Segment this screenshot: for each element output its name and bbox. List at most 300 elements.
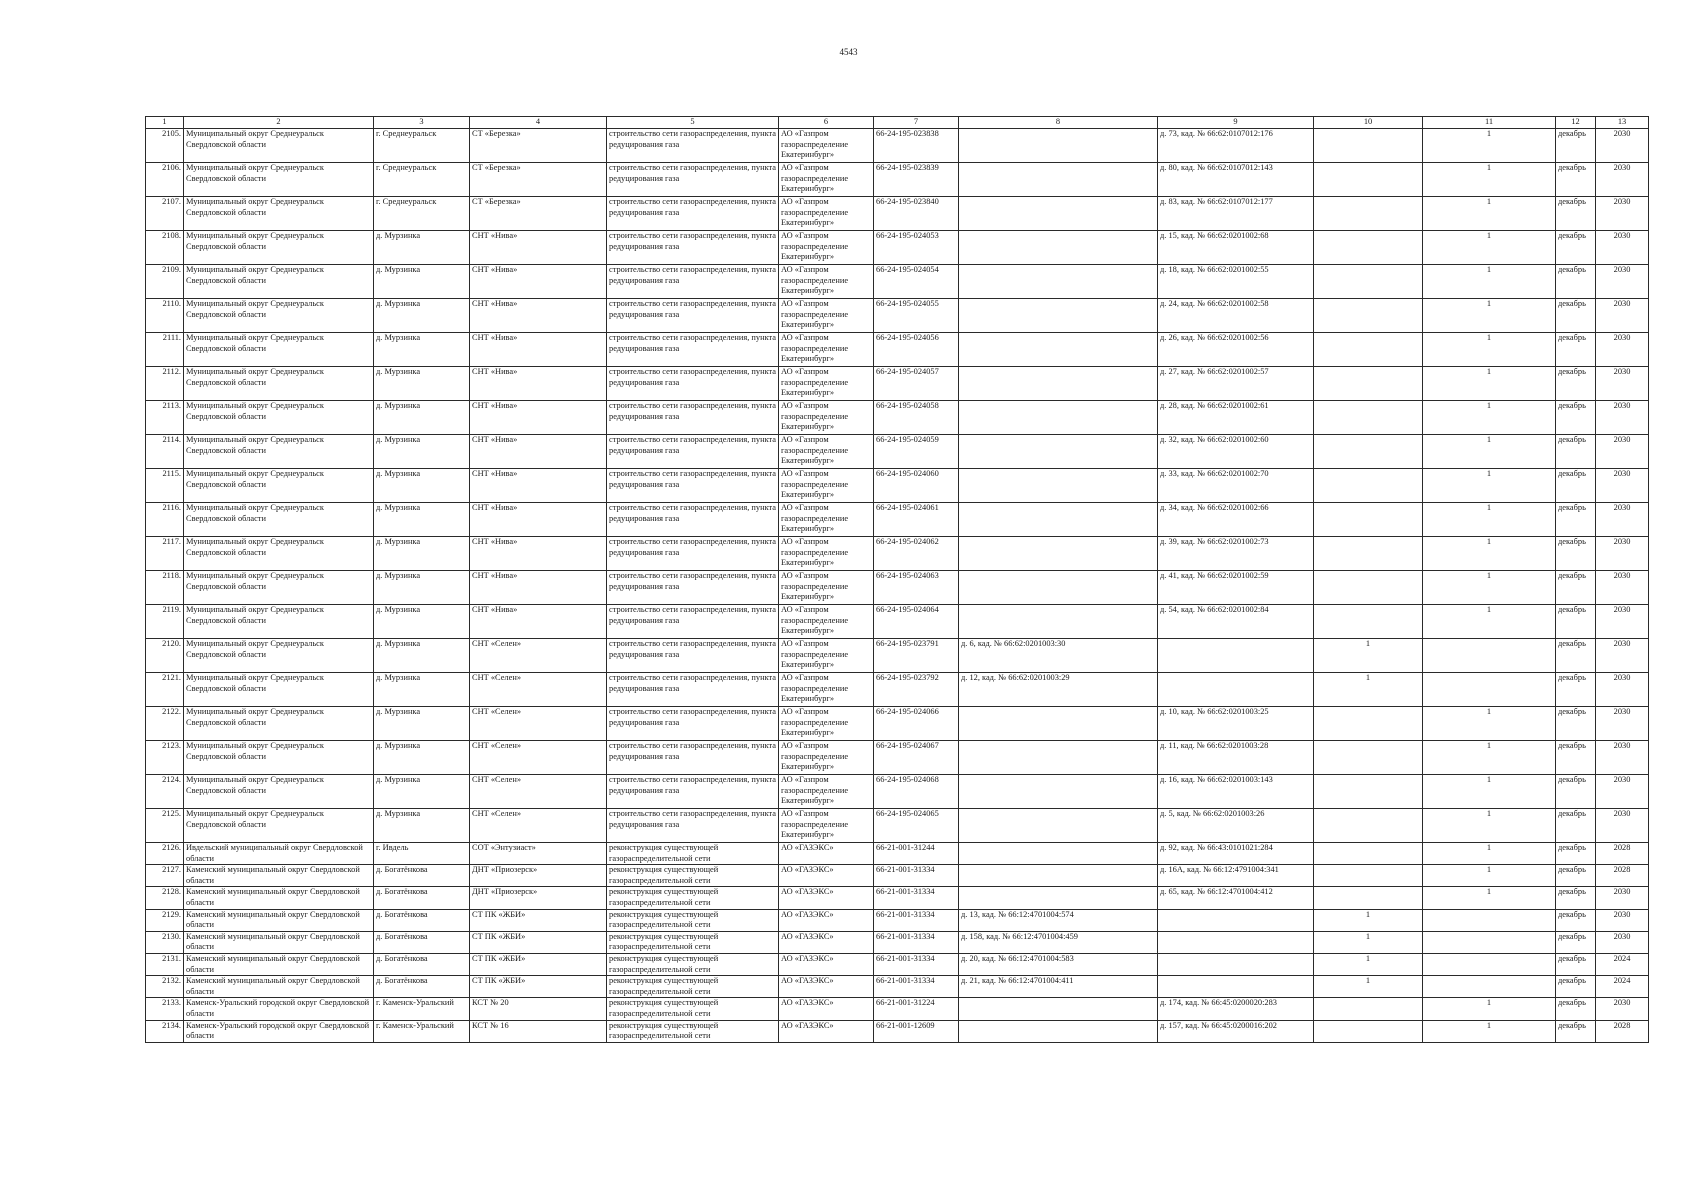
code-cell: 66-24-195-024054 — [874, 265, 959, 299]
count-col11-cell: 1 — [1423, 865, 1556, 887]
row-number: 2114. — [146, 435, 184, 469]
row-number: 2106. — [146, 163, 184, 197]
work-type-cell: строительство сети газораспределения, пункта редуцирования газа — [607, 265, 779, 299]
municipality-cell: Муниципальный округ Среднеуральск Свердловской области — [184, 503, 374, 537]
month-cell: декабрь — [1556, 163, 1596, 197]
count-col11-cell: 1 — [1423, 265, 1556, 299]
count-col10-cell — [1314, 231, 1423, 265]
address-col9-cell: д. 34, кад. № 66:62:0201002:66 — [1158, 503, 1314, 537]
municipality-cell: Муниципальный округ Среднеуральск Свердловской области — [184, 265, 374, 299]
code-cell: 66-21-001-31334 — [874, 953, 959, 975]
locality-cell: д. Мурзинка — [374, 809, 470, 843]
count-col11-cell: 1 — [1423, 503, 1556, 537]
count-col10-cell — [1314, 571, 1423, 605]
object-cell: СНТ «Селен» — [470, 707, 607, 741]
col-header-9: 9 — [1158, 117, 1314, 129]
locality-cell: д. Богатёнкова — [374, 887, 470, 909]
count-col11-cell: 1 — [1423, 197, 1556, 231]
table-row — [146, 775, 1649, 809]
code-cell: 66-24-195-024064 — [874, 605, 959, 639]
year-cell: 2030 — [1596, 197, 1649, 231]
code-cell: 66-24-195-024053 — [874, 231, 959, 265]
year-cell: 2030 — [1596, 605, 1649, 639]
object-cell: СНТ «Нива» — [470, 333, 607, 367]
table-row — [146, 707, 1649, 741]
work-type-cell: реконструкция существующей газораспределительной сети — [607, 976, 779, 998]
address-col8-cell — [959, 707, 1158, 741]
code-cell: 66-24-195-023839 — [874, 163, 959, 197]
table-row — [146, 809, 1649, 843]
work-type-cell: строительство сети газораспределения, пункта редуцирования газа — [607, 469, 779, 503]
count-col11-cell: 1 — [1423, 299, 1556, 333]
municipality-cell: Муниципальный округ Среднеуральск Свердловской области — [184, 741, 374, 775]
row-number: 2118. — [146, 571, 184, 605]
table-row — [146, 333, 1649, 367]
organization-cell: АО «Газпром газораспределение Екатеринбург» — [779, 605, 874, 639]
address-col8-cell: д. 158, кад. № 66:12:4701004:459 — [959, 931, 1158, 953]
municipality-cell: Каменский муниципальный округ Свердловской области — [184, 887, 374, 909]
locality-cell: д. Мурзинка — [374, 299, 470, 333]
organization-cell: АО «Газпром газораспределение Екатеринбург» — [779, 809, 874, 843]
organization-cell: АО «ГАЗЭКС» — [779, 931, 874, 953]
address-col8-cell — [959, 843, 1158, 865]
address-col9-cell: д. 16А, кад. № 66:12:4791004:341 — [1158, 865, 1314, 887]
municipality-cell: Муниципальный округ Среднеуральск Свердловской области — [184, 435, 374, 469]
address-col9-cell: д. 16, кад. № 66:62:0201003:143 — [1158, 775, 1314, 809]
count-col10-cell — [1314, 197, 1423, 231]
year-cell: 2030 — [1596, 367, 1649, 401]
address-col8-cell — [959, 231, 1158, 265]
object-cell: СНТ «Нива» — [470, 571, 607, 605]
object-cell: СНТ «Селен» — [470, 741, 607, 775]
year-cell: 2030 — [1596, 639, 1649, 673]
address-col9-cell: д. 26, кад. № 66:62:0201002:56 — [1158, 333, 1314, 367]
locality-cell: д. Богатёнкова — [374, 953, 470, 975]
address-col8-cell — [959, 163, 1158, 197]
object-cell: СОТ «Энтузиаст» — [470, 843, 607, 865]
locality-cell: д. Мурзинка — [374, 571, 470, 605]
row-number: 2105. — [146, 129, 184, 163]
object-cell: СНТ «Нива» — [470, 401, 607, 435]
organization-cell: АО «Газпром газораспределение Екатеринбург» — [779, 129, 874, 163]
count-col11-cell — [1423, 639, 1556, 673]
count-col10-cell — [1314, 707, 1423, 741]
work-type-cell: строительство сети газораспределения, пункта редуцирования газа — [607, 605, 779, 639]
address-col9-cell: д. 73, кад. № 66:62:0107012:176 — [1158, 129, 1314, 163]
month-cell: декабрь — [1556, 843, 1596, 865]
month-cell: декабрь — [1556, 469, 1596, 503]
count-col11-cell — [1423, 931, 1556, 953]
object-cell: СНТ «Селен» — [470, 639, 607, 673]
locality-cell: г. Ивдель — [374, 843, 470, 865]
month-cell: декабрь — [1556, 503, 1596, 537]
organization-cell: АО «Газпром газораспределение Екатеринбург» — [779, 537, 874, 571]
address-col8-cell — [959, 741, 1158, 775]
code-cell: 66-24-195-023792 — [874, 673, 959, 707]
table-row — [146, 605, 1649, 639]
row-number: 2127. — [146, 865, 184, 887]
month-cell: декабрь — [1556, 998, 1596, 1020]
address-col9-cell — [1158, 953, 1314, 975]
count-col10-cell: 1 — [1314, 953, 1423, 975]
row-number: 2121. — [146, 673, 184, 707]
locality-cell: д. Мурзинка — [374, 265, 470, 299]
address-col9-cell: д. 15, кад. № 66:62:0201002:68 — [1158, 231, 1314, 265]
year-cell: 2028 — [1596, 865, 1649, 887]
address-col9-cell: д. 11, кад. № 66:62:0201003:28 — [1158, 741, 1314, 775]
locality-cell: г. Каменск-Уральский — [374, 1020, 470, 1042]
code-cell: 66-21-001-31224 — [874, 998, 959, 1020]
code-cell: 66-24-195-024061 — [874, 503, 959, 537]
year-cell: 2030 — [1596, 887, 1649, 909]
month-cell: декабрь — [1556, 197, 1596, 231]
count-col11-cell: 1 — [1423, 809, 1556, 843]
count-col10-cell — [1314, 435, 1423, 469]
count-col11-cell: 1 — [1423, 605, 1556, 639]
count-col10-cell — [1314, 865, 1423, 887]
table-row — [146, 299, 1649, 333]
address-col8-cell: д. 21, кад. № 66:12:4701004:411 — [959, 976, 1158, 998]
work-type-cell: строительство сети газораспределения, пункта редуцирования газа — [607, 639, 779, 673]
organization-cell: АО «Газпром газораспределение Екатеринбург» — [779, 367, 874, 401]
address-col8-cell — [959, 197, 1158, 231]
month-cell: декабрь — [1556, 976, 1596, 998]
table-row — [146, 673, 1649, 707]
month-cell: декабрь — [1556, 605, 1596, 639]
code-cell: 66-21-001-31334 — [874, 887, 959, 909]
object-cell: СНТ «Нива» — [470, 469, 607, 503]
address-col8-cell — [959, 265, 1158, 299]
work-type-cell: реконструкция существующей газораспределительной сети — [607, 1020, 779, 1042]
col-header-6: 6 — [779, 117, 874, 129]
count-col10-cell — [1314, 998, 1423, 1020]
code-cell: 66-24-195-023840 — [874, 197, 959, 231]
address-col8-cell — [959, 998, 1158, 1020]
address-col8-cell — [959, 809, 1158, 843]
row-number: 2125. — [146, 809, 184, 843]
work-type-cell: реконструкция существующей газораспределительной сети — [607, 909, 779, 931]
count-col11-cell: 1 — [1423, 775, 1556, 809]
address-col9-cell: д. 174, кад. № 66:45:0200020:283 — [1158, 998, 1314, 1020]
organization-cell: АО «Газпром газораспределение Екатеринбург» — [779, 163, 874, 197]
object-cell: СТ ПК «ЖБИ» — [470, 953, 607, 975]
year-cell: 2030 — [1596, 775, 1649, 809]
address-col8-cell — [959, 865, 1158, 887]
municipality-cell: Муниципальный округ Среднеуральск Свердловской области — [184, 197, 374, 231]
table-row — [146, 976, 1649, 998]
count-col10-cell — [1314, 129, 1423, 163]
count-col10-cell: 1 — [1314, 931, 1423, 953]
municipality-cell: Каменский муниципальный округ Свердловской области — [184, 865, 374, 887]
count-col10-cell — [1314, 775, 1423, 809]
code-cell: 66-21-001-31334 — [874, 931, 959, 953]
locality-cell: г. Каменск-Уральский — [374, 998, 470, 1020]
work-type-cell: строительство сети газораспределения, пункта редуцирования газа — [607, 401, 779, 435]
object-cell: СНТ «Селен» — [470, 809, 607, 843]
work-type-cell: реконструкция существующей газораспределительной сети — [607, 953, 779, 975]
col-header-1: 1 — [146, 117, 184, 129]
work-type-cell: строительство сети газораспределения, пункта редуцирования газа — [607, 707, 779, 741]
table-row — [146, 163, 1649, 197]
address-col8-cell — [959, 129, 1158, 163]
month-cell: декабрь — [1556, 537, 1596, 571]
row-number: 2124. — [146, 775, 184, 809]
organization-cell: АО «ГАЗЭКС» — [779, 1020, 874, 1042]
work-type-cell: строительство сети газораспределения, пункта редуцирования газа — [607, 673, 779, 707]
count-col10-cell: 1 — [1314, 673, 1423, 707]
object-cell: СТ «Березка» — [470, 197, 607, 231]
month-cell: декабрь — [1556, 333, 1596, 367]
organization-cell: АО «Газпром газораспределение Екатеринбург» — [779, 775, 874, 809]
address-col9-cell: д. 5, кад. № 66:62:0201003:26 — [1158, 809, 1314, 843]
count-col10-cell — [1314, 163, 1423, 197]
code-cell: 66-24-195-024056 — [874, 333, 959, 367]
address-col8-cell — [959, 469, 1158, 503]
address-col9-cell: д. 92, кад. № 66:43:0101021:284 — [1158, 843, 1314, 865]
work-type-cell: строительство сети газораспределения, пункта редуцирования газа — [607, 197, 779, 231]
work-type-cell: строительство сети газораспределения, пункта редуцирования газа — [607, 231, 779, 265]
address-col9-cell: д. 41, кад. № 66:62:0201002:59 — [1158, 571, 1314, 605]
count-col10-cell — [1314, 401, 1423, 435]
count-col10-cell — [1314, 809, 1423, 843]
month-cell: декабрь — [1556, 887, 1596, 909]
locality-cell: д. Мурзинка — [374, 333, 470, 367]
municipality-cell: Муниципальный округ Среднеуральск Свердловской области — [184, 333, 374, 367]
locality-cell: д. Богатёнкова — [374, 909, 470, 931]
count-col10-cell: 1 — [1314, 639, 1423, 673]
organization-cell: АО «ГАЗЭКС» — [779, 953, 874, 975]
month-cell: декабрь — [1556, 639, 1596, 673]
row-number: 2130. — [146, 931, 184, 953]
address-col8-cell — [959, 605, 1158, 639]
municipality-cell: Муниципальный округ Среднеуральск Свердловской области — [184, 809, 374, 843]
address-col9-cell: д. 32, кад. № 66:62:0201002:60 — [1158, 435, 1314, 469]
object-cell: ДНТ «Приозерск» — [470, 865, 607, 887]
count-col10-cell — [1314, 537, 1423, 571]
month-cell: декабрь — [1556, 571, 1596, 605]
month-cell: декабрь — [1556, 909, 1596, 931]
work-type-cell: реконструкция существующей газораспределительной сети — [607, 865, 779, 887]
locality-cell: д. Богатёнкова — [374, 931, 470, 953]
count-col11-cell — [1423, 673, 1556, 707]
work-type-cell: реконструкция существующей газораспределительной сети — [607, 843, 779, 865]
organization-cell: АО «Газпром газораспределение Екатеринбург» — [779, 265, 874, 299]
address-col8-cell: д. 12, кад. № 66:62:0201003:29 — [959, 673, 1158, 707]
address-col9-cell: д. 65, кад. № 66:12:4701004:412 — [1158, 887, 1314, 909]
count-col11-cell: 1 — [1423, 887, 1556, 909]
work-type-cell: строительство сети газораспределения, пункта редуцирования газа — [607, 775, 779, 809]
data-table — [145, 116, 1649, 1043]
locality-cell: д. Мурзинка — [374, 707, 470, 741]
table-row — [146, 401, 1649, 435]
col-header-3: 3 — [374, 117, 470, 129]
row-number: 2132. — [146, 976, 184, 998]
count-col11-cell: 1 — [1423, 401, 1556, 435]
address-col8-cell — [959, 435, 1158, 469]
column-number-row — [146, 117, 1649, 129]
organization-cell: АО «Газпром газораспределение Екатеринбург» — [779, 741, 874, 775]
locality-cell: д. Мурзинка — [374, 673, 470, 707]
table-row — [146, 571, 1649, 605]
address-col8-cell — [959, 537, 1158, 571]
month-cell: декабрь — [1556, 265, 1596, 299]
year-cell: 2030 — [1596, 707, 1649, 741]
address-col9-cell — [1158, 909, 1314, 931]
address-col9-cell: д. 157, кад. № 66:45:0200016:202 — [1158, 1020, 1314, 1042]
year-cell: 2030 — [1596, 469, 1649, 503]
work-type-cell: реконструкция существующей газораспределительной сети — [607, 931, 779, 953]
table-row — [146, 537, 1649, 571]
code-cell: 66-24-195-024059 — [874, 435, 959, 469]
count-col10-cell — [1314, 367, 1423, 401]
municipality-cell: Каменский муниципальный округ Свердловской области — [184, 931, 374, 953]
col-header-4: 4 — [470, 117, 607, 129]
year-cell: 2030 — [1596, 571, 1649, 605]
work-type-cell: строительство сети газораспределения, пункта редуцирования газа — [607, 571, 779, 605]
count-col11-cell: 1 — [1423, 707, 1556, 741]
col-header-8: 8 — [959, 117, 1158, 129]
organization-cell: АО «ГАЗЭКС» — [779, 976, 874, 998]
locality-cell: д. Мурзинка — [374, 401, 470, 435]
table-row — [146, 231, 1649, 265]
year-cell: 2030 — [1596, 435, 1649, 469]
municipality-cell: Муниципальный округ Среднеуральск Свердловской области — [184, 401, 374, 435]
work-type-cell: строительство сети газораспределения, пункта редуцирования газа — [607, 367, 779, 401]
year-cell: 2030 — [1596, 537, 1649, 571]
organization-cell: АО «ГАЗЭКС» — [779, 843, 874, 865]
table-row — [146, 741, 1649, 775]
municipality-cell: Муниципальный округ Среднеуральск Свердловской области — [184, 537, 374, 571]
code-cell: 66-24-195-024066 — [874, 707, 959, 741]
count-col10-cell — [1314, 887, 1423, 909]
month-cell: декабрь — [1556, 865, 1596, 887]
object-cell: СТ «Березка» — [470, 129, 607, 163]
organization-cell: АО «Газпром газораспределение Екатеринбург» — [779, 639, 874, 673]
month-cell: декабрь — [1556, 299, 1596, 333]
municipality-cell: Каменский муниципальный округ Свердловской области — [184, 953, 374, 975]
municipality-cell: Муниципальный округ Среднеуральск Свердловской области — [184, 673, 374, 707]
row-number: 2133. — [146, 998, 184, 1020]
municipality-cell: Муниципальный округ Среднеуральск Свердловской области — [184, 299, 374, 333]
code-cell: 66-24-195-024058 — [874, 401, 959, 435]
code-cell: 66-21-001-12609 — [874, 1020, 959, 1042]
count-col10-cell: 1 — [1314, 909, 1423, 931]
year-cell: 2030 — [1596, 299, 1649, 333]
address-col8-cell — [959, 401, 1158, 435]
municipality-cell: Муниципальный округ Среднеуральск Свердловской области — [184, 775, 374, 809]
work-type-cell: строительство сети газораспределения, пункта редуцирования газа — [607, 741, 779, 775]
row-number: 2128. — [146, 887, 184, 909]
count-col11-cell: 1 — [1423, 231, 1556, 265]
count-col11-cell: 1 — [1423, 571, 1556, 605]
code-cell: 66-21-001-31334 — [874, 909, 959, 931]
month-cell: декабрь — [1556, 741, 1596, 775]
year-cell: 2030 — [1596, 931, 1649, 953]
count-col10-cell — [1314, 333, 1423, 367]
year-cell: 2028 — [1596, 843, 1649, 865]
code-cell: 66-21-001-31244 — [874, 843, 959, 865]
address-col9-cell: д. 54, кад. № 66:62:0201002:84 — [1158, 605, 1314, 639]
col-header-5: 5 — [607, 117, 779, 129]
col-header-11: 11 — [1423, 117, 1556, 129]
count-col11-cell: 1 — [1423, 843, 1556, 865]
address-col8-cell: д. 6, кад. № 66:62:0201003:30 — [959, 639, 1158, 673]
object-cell: СНТ «Нива» — [470, 367, 607, 401]
code-cell: 66-24-195-023838 — [874, 129, 959, 163]
count-col11-cell: 1 — [1423, 537, 1556, 571]
year-cell: 2030 — [1596, 163, 1649, 197]
month-cell: декабрь — [1556, 1020, 1596, 1042]
object-cell: СТ ПК «ЖБИ» — [470, 976, 607, 998]
count-col10-cell — [1314, 605, 1423, 639]
month-cell: декабрь — [1556, 367, 1596, 401]
locality-cell: д. Мурзинка — [374, 503, 470, 537]
locality-cell: д. Богатёнкова — [374, 976, 470, 998]
municipality-cell: Каменск-Уральский городской округ Свердловской области — [184, 1020, 374, 1042]
col-header-2: 2 — [184, 117, 374, 129]
address-col9-cell — [1158, 931, 1314, 953]
row-number: 2107. — [146, 197, 184, 231]
object-cell: СТ ПК «ЖБИ» — [470, 909, 607, 931]
municipality-cell: Муниципальный округ Среднеуральск Свердловской области — [184, 605, 374, 639]
object-cell: КСТ № 20 — [470, 998, 607, 1020]
count-col11-cell: 1 — [1423, 998, 1556, 1020]
address-col8-cell — [959, 775, 1158, 809]
object-cell: СНТ «Селен» — [470, 775, 607, 809]
object-cell: СНТ «Нива» — [470, 537, 607, 571]
municipality-cell: Каменский муниципальный округ Свердловской области — [184, 909, 374, 931]
month-cell: декабрь — [1556, 707, 1596, 741]
year-cell: 2030 — [1596, 909, 1649, 931]
year-cell: 2030 — [1596, 998, 1649, 1020]
count-col11-cell: 1 — [1423, 1020, 1556, 1042]
address-col8-cell — [959, 333, 1158, 367]
row-number: 2117. — [146, 537, 184, 571]
object-cell: СНТ «Селен» — [470, 673, 607, 707]
code-cell: 66-21-001-31334 — [874, 976, 959, 998]
object-cell: СНТ «Нива» — [470, 435, 607, 469]
address-col8-cell: д. 20, кад. № 66:12:4701004:583 — [959, 953, 1158, 975]
work-type-cell: реконструкция существующей газораспределительной сети — [607, 998, 779, 1020]
address-col8-cell — [959, 887, 1158, 909]
row-number: 2120. — [146, 639, 184, 673]
row-number: 2123. — [146, 741, 184, 775]
work-type-cell: строительство сети газораспределения, пункта редуцирования газа — [607, 129, 779, 163]
count-col11-cell — [1423, 953, 1556, 975]
month-cell: декабрь — [1556, 129, 1596, 163]
organization-cell: АО «ГАЗЭКС» — [779, 887, 874, 909]
table-row — [146, 909, 1649, 931]
address-col9-cell — [1158, 639, 1314, 673]
work-type-cell: строительство сети газораспределения, пункта редуцирования газа — [607, 809, 779, 843]
table-row — [146, 503, 1649, 537]
row-number: 2113. — [146, 401, 184, 435]
locality-cell: д. Богатёнкова — [374, 865, 470, 887]
month-cell: декабрь — [1556, 953, 1596, 975]
address-col9-cell: д. 39, кад. № 66:62:0201002:73 — [1158, 537, 1314, 571]
month-cell: декабрь — [1556, 931, 1596, 953]
count-col10-cell — [1314, 503, 1423, 537]
address-col9-cell: д. 27, кад. № 66:62:0201002:57 — [1158, 367, 1314, 401]
count-col11-cell: 1 — [1423, 741, 1556, 775]
organization-cell: АО «Газпром газораспределение Екатеринбург» — [779, 673, 874, 707]
organization-cell: АО «ГАЗЭКС» — [779, 909, 874, 931]
organization-cell: АО «Газпром газораспределение Екатеринбург» — [779, 197, 874, 231]
object-cell: ДНТ «Приозерск» — [470, 887, 607, 909]
year-cell: 2024 — [1596, 976, 1649, 998]
address-col9-cell: д. 83, кад. № 66:62:0107012:177 — [1158, 197, 1314, 231]
table-row — [146, 865, 1649, 887]
